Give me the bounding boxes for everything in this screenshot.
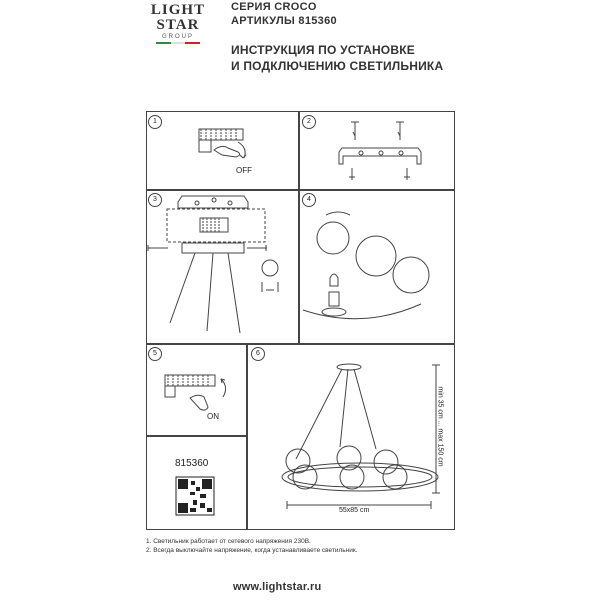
instruction-title-line1: ИНСТРУКЦИЯ ПО УСТАНОВКЕ xyxy=(231,43,415,57)
series-name: СЕРИЯ CROCO xyxy=(231,1,317,13)
logo-word-star: STAR xyxy=(156,17,200,33)
safety-notes xyxy=(146,537,358,555)
step-3-number: 3 xyxy=(148,193,162,207)
note-1: 1. Светильник работает от сетевого напряжения 230В. xyxy=(146,538,311,545)
website-link[interactable]: www.lightstar.ru xyxy=(233,581,322,593)
step-5-number: 5 xyxy=(148,347,162,361)
step-4-number: 4 xyxy=(302,193,316,207)
terminal-block-on-illustration xyxy=(165,375,226,410)
instruction-title-line2: И ПОДКЛЮЧЕНИЮ СВЕТИЛЬНИКА xyxy=(231,59,444,73)
step-5-on-label: ON xyxy=(207,412,219,421)
note-2: 2. Всегда выключайте напряжение, когда устанавливаете светильник. xyxy=(146,547,358,554)
mounting-bracket-illustration xyxy=(339,122,421,180)
model-number: 815360 xyxy=(175,458,209,469)
step-6-number: 6 xyxy=(251,347,265,361)
logo-word-group: GROUP xyxy=(161,34,194,40)
step-1-off-label: OFF xyxy=(236,166,252,175)
width-dimension: 55x85 cm xyxy=(339,507,370,514)
article-number: АРТИКУЛЫ 815360 xyxy=(231,15,337,27)
step-1-number: 1 xyxy=(148,115,162,129)
logo-word-light: LIGHT xyxy=(150,2,206,18)
step-2-number: 2 xyxy=(302,115,316,129)
assembled-chandelier-illustration xyxy=(282,364,440,509)
qr-code xyxy=(176,477,214,515)
bulb-installation-illustration xyxy=(303,212,429,319)
height-dimension: min 35 cm ... max 150 cm xyxy=(436,386,444,467)
ceiling-mount-illustration xyxy=(148,196,278,333)
terminal-block-off-illustration xyxy=(199,129,246,158)
